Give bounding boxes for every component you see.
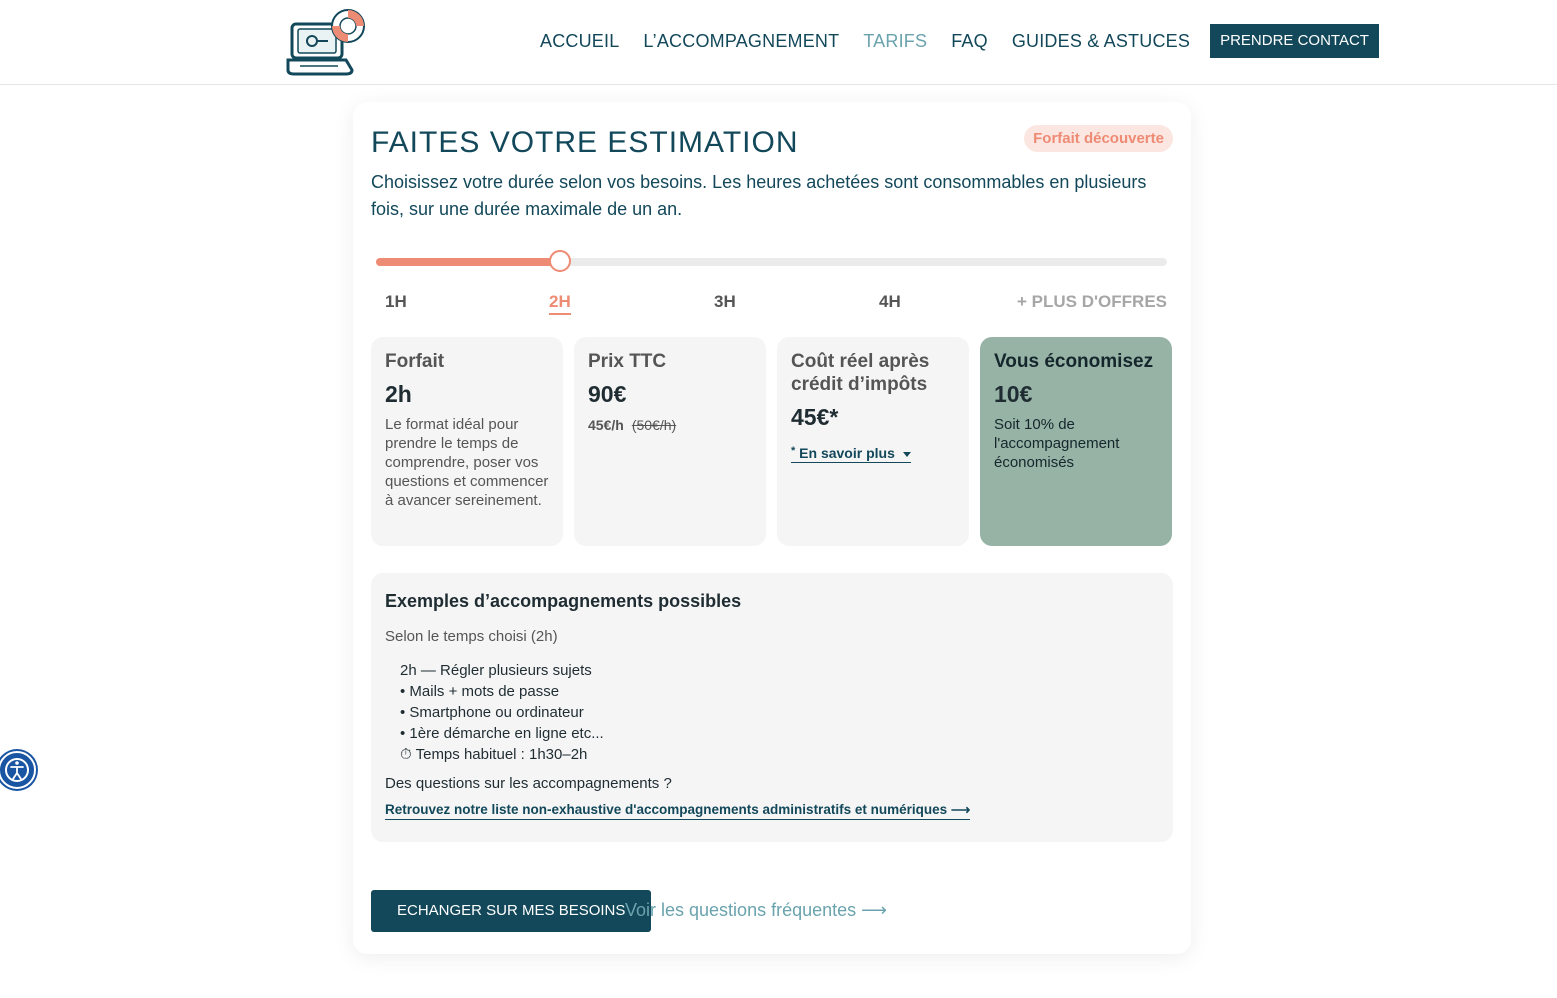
savings-box	[980, 337, 1172, 546]
step-4h[interactable]: 4H	[879, 292, 901, 311]
step-1h[interactable]: 1H	[385, 292, 407, 311]
examples-question: Des questions sur les accompagnements ?	[385, 775, 672, 792]
nav-link-faq[interactable]: FAQ	[951, 30, 988, 51]
hourly-rate	[588, 417, 752, 433]
contact-button[interactable]: PRENDRE CONTACT	[1210, 24, 1379, 58]
offer-badge: Forfait découverte	[1024, 125, 1173, 152]
savings-desc: Soit 10% de l'accompagnement économisés	[994, 416, 1120, 471]
slider-thumb[interactable]	[549, 250, 571, 272]
nav-link-tarifs[interactable]: TARIFS	[863, 30, 928, 51]
main-nav	[540, 24, 1379, 58]
forfait-box	[371, 337, 563, 546]
examples-list	[400, 660, 1159, 765]
price-title: Prix TTC	[588, 351, 667, 372]
more-link-label: En savoir plus	[799, 445, 895, 461]
list-item: • Smartphone ou ordinateur	[400, 704, 584, 721]
hourly-rate-current: 45€/h	[588, 417, 624, 433]
estimator-card	[353, 102, 1191, 954]
net-cost-title: Coût réel après crédit d’impôts	[791, 351, 930, 395]
step-2h[interactable]: 2H	[549, 292, 571, 315]
tax-credit-more-link[interactable]	[791, 445, 911, 463]
price-value: 90€	[588, 381, 627, 407]
forfait-value: 2h	[385, 381, 412, 407]
page-title: FAITES VOTRE ESTIMATION	[371, 126, 799, 159]
forfait-desc: Le format idéal pour prendre le temps de comprendre, poser vos questions et commencer à avancer sereinement.	[385, 416, 549, 509]
step-more-offers[interactable]: + PLUS D'OFFRES	[1017, 292, 1167, 311]
list-item: ⏱ Temps habituel : 1h30–2h	[400, 746, 588, 763]
price-box	[574, 337, 766, 546]
slider-fill	[376, 258, 560, 266]
examples-subtitle: Selon le temps choisi (2h)	[385, 628, 558, 645]
list-item: 2h — Régler plusieurs sujets	[400, 662, 592, 679]
nav-link-guides[interactable]: GUIDES & ASTUCES	[1011, 30, 1191, 51]
more-link-asterisk: *	[791, 445, 796, 457]
forfait-title: Forfait	[385, 351, 445, 372]
estimate-boxes	[371, 337, 1173, 546]
duration-slider[interactable]	[376, 258, 1167, 266]
examples-title: Exemples d’accompagnements possibles	[385, 591, 742, 611]
savings-value: 10€	[994, 381, 1033, 407]
intro-text: Choisissez votre durée selon vos besoins. Les heures achetées sont consommables en plusieurs fois, sur une durée maximale de un an.	[371, 172, 1147, 219]
examples-list-link[interactable]: Retrouvez notre liste non-exhaustive d'accompagnements administratifs et numériques ⟶	[385, 802, 970, 820]
nav-link-accompagnement[interactable]: L’ACCOMPAGNEMENT	[643, 30, 840, 51]
examples-panel	[371, 573, 1173, 842]
net-cost-box	[777, 337, 969, 546]
list-item: • 1ère démarche en ligne etc...	[400, 725, 604, 742]
hourly-rate-old: (50€/h)	[631, 417, 677, 433]
net-cost-value: 45€*	[791, 404, 839, 430]
faq-link[interactable]: Voir les questions fréquentes ⟶	[625, 900, 887, 920]
slider-steps	[371, 292, 1171, 316]
discuss-needs-button[interactable]: ECHANGER SUR MES BESOINS	[371, 890, 651, 932]
savings-title: Vous économisez	[994, 351, 1154, 372]
site-logo-icon[interactable]	[286, 4, 368, 78]
site-header	[0, 0, 1557, 85]
accessibility-icon[interactable]	[0, 751, 36, 789]
step-3h[interactable]: 3H	[714, 292, 736, 311]
list-item: • Mails + mots de passe	[400, 683, 560, 700]
nav-link-accueil[interactable]: ACCUEIL	[540, 30, 620, 51]
caret-down-icon	[903, 452, 911, 457]
